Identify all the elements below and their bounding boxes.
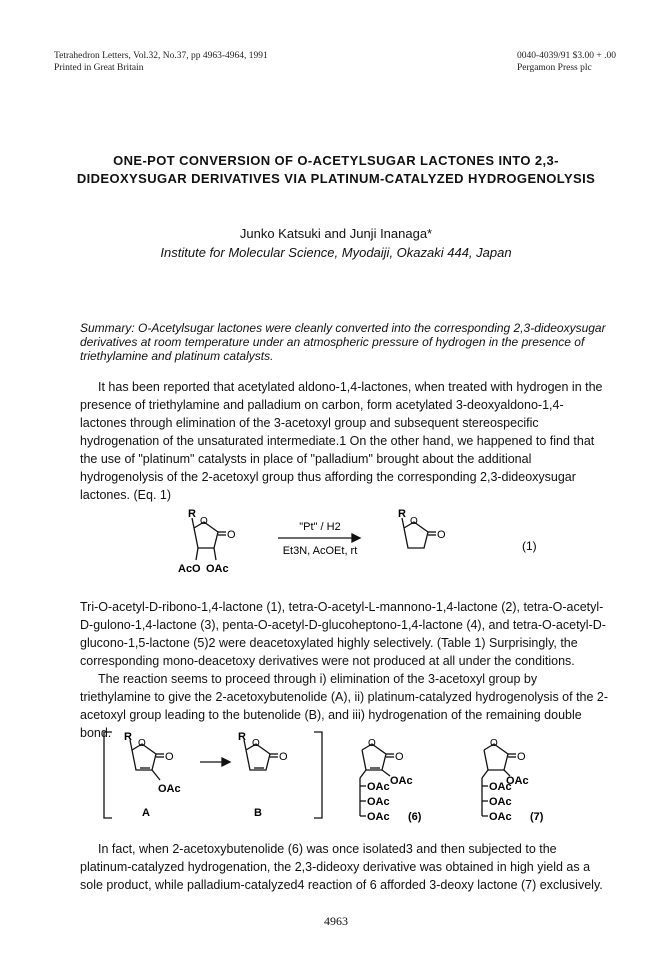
- scheme-b-carbonyl-o: O: [279, 751, 288, 763]
- compound-6-carbonyl-o: O: [395, 751, 404, 763]
- compound-6-oac-2: OAc: [367, 796, 390, 808]
- eq1-r-label: R: [188, 508, 196, 520]
- eq1-reagent-bottom: Et3N, AcOEt, rt: [282, 545, 358, 557]
- eq1-product-carbonyl-o: O: [437, 529, 446, 541]
- compound-6-oac-1: OAc: [367, 781, 390, 793]
- equation-1-scheme: [170, 508, 570, 588]
- scheme-a-oac-label: OAc: [158, 783, 181, 795]
- eq1-ring-o: O: [200, 516, 208, 527]
- publisher-header: [517, 50, 616, 74]
- compound-6-oac-3: OAc: [367, 811, 390, 823]
- printed-in: Printed in Great Britain: [54, 63, 144, 73]
- eq1-number: (1): [522, 539, 537, 553]
- eq1-aco-label: AcO: [178, 563, 201, 575]
- paragraph-results: [80, 598, 610, 742]
- compound-7-oac-ring: OAc: [506, 775, 529, 787]
- eq1-carbonyl-o: O: [227, 529, 236, 541]
- paragraph-conclusion: In fact, when 2-acetoxybutenolide (6) was once isolated3 and then subjected to the platinum-catalyzed hydrogenation, the 2,3-dideoxy derivative was obtained in high yield as a sole product, while palladium-catalyzed4 reaction of 6 afforded 3-deoxy lactone (7) exclusively.: [80, 842, 603, 892]
- authors: Junko Katsuki and Junji Inanaga*: [239, 226, 433, 241]
- paragraph-substrates: Tri-O-acetyl-D-ribono-1,4-lactone (1), tetra-O-acetyl-L-mannono-1,4-lactone (2), tetra-O-acetyl-D-gulono-1,4-lactone (3), penta-O-acetyl-D-glucoheptono-1,4-lactone (4), and tetra-O-acetyl-D-glucono-1,5-lactone (5)2 were deacetoxylated highly selectively. (Table 1) Surprisingly, the corresponding mono-deacetoxy derivatives were not produced at all under the conditions.: [80, 600, 606, 668]
- eq1-reagent-top: "Pt" / H2: [299, 521, 341, 533]
- scheme-a-ring-o: O: [138, 738, 146, 749]
- journal-citation: Tetrahedron Letters, Vol.32, No.37, pp 4963-4964, 1991: [54, 51, 268, 61]
- paper-title: ONE-POT CONVERSION OF O-ACETYLSUGAR LACTONES INTO 2,3-DIDEOXYSUGAR DERIVATIVES VIA PLATINUM-CATALYZED HYDROGENOLYSIS: [76, 153, 596, 186]
- issn-price: 0040-4039/91 $3.00 + .00: [516, 51, 616, 61]
- eq1-product-r-label: R: [398, 508, 406, 520]
- compound-7-oac-3: OAc: [489, 811, 512, 823]
- journal-header: [54, 50, 268, 74]
- paragraph-intro: It has been reported that acetylated aldono-1,4-lactones, when treated with hydrogen in the presence of triethylamine and palladium on carbon, form acetylated 3-deoxyaldono-1,4-lactones through elimination of the 3-acetoxyl group and subsequent stereospecific hydrogenation of the unsaturated intermediate.1 On the other hand, we happened to find that the use of "platinum" catalysts in place of "palladium" brought about the additional hydrogenolysis of the 2-acetoxyl group thus affording the corresponding 2,3-dideoxysugar lactones. (Eq. 1): [80, 380, 603, 502]
- compound-6-ring-o: O: [368, 738, 376, 749]
- scheme-b-ring-o: O: [252, 738, 260, 749]
- scheme-b-r-label: R: [238, 731, 246, 743]
- compound-7-ring-o: O: [490, 738, 498, 749]
- eq1-product-ring-o: O: [410, 516, 418, 527]
- affiliation: Institute for Molecular Science, Myodaiji, Okazaki 444, Japan: [160, 245, 512, 260]
- label-b: B: [254, 807, 262, 819]
- scheme-a-r-label: R: [124, 731, 132, 743]
- compound-7-oac-2: OAc: [489, 796, 512, 808]
- publisher: Pergamon Press plc: [516, 63, 592, 73]
- compound-6-oac-ring: OAc: [390, 775, 413, 787]
- compound-7-oac-1: OAc: [489, 781, 512, 793]
- label-a: A: [142, 807, 150, 819]
- paragraph-mechanism: The reaction seems to proceed through i) elimination of the 3-acetoxyl group by triethylamine to give the 2-acetoxybutenolide (A), ii) platinum-catalyzed hydrogenolysis of the 2-acetoxyl group leading to the butenolide (B), and iii) hydrogenation of the remaining double bond.: [80, 672, 609, 740]
- label-6: (6): [408, 811, 422, 823]
- scheme-a-carbonyl-o: O: [165, 751, 174, 763]
- page-number: 4963: [324, 914, 348, 928]
- compound-7-carbonyl-o: O: [517, 751, 526, 763]
- label-7: (7): [530, 811, 544, 823]
- eq1-oac-label: OAc: [206, 563, 229, 575]
- intermediates-scheme: [100, 730, 570, 830]
- summary: Summary: O-Acetylsugar lactones were cleanly converted into the corresponding 2,3-dideoxysugar derivatives at room temperature under an atmospheric pressure of hydrogen in the presence of triethylamine and platinum catalysts.: [80, 321, 606, 363]
